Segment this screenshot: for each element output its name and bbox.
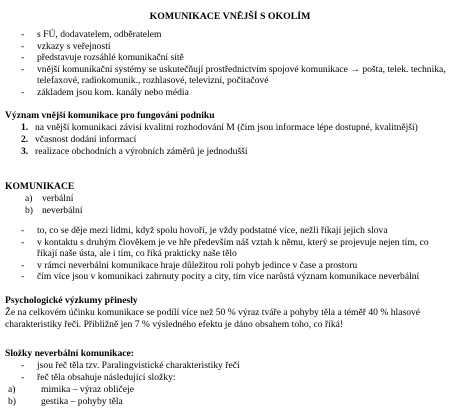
lettered-item-text: verbální <box>42 193 74 204</box>
list-marker: - <box>21 271 25 283</box>
lettered-item <box>25 193 225 205</box>
list-item-text: vnější komunikační systémy se uskutečňují prostřednictvím spojové komunikace → pošta, telek. technika, telefaxové, radiokomunik., rozhlasové, televizní, počítačové <box>37 63 446 87</box>
list-item-text: jsou řeč těla tzv. Paralingvistické charakteristiky řeči <box>37 360 240 371</box>
list-item-text: řeč těla obsahuje následující složky: <box>37 371 176 383</box>
contacts-list <box>21 29 451 99</box>
list-item <box>21 41 451 53</box>
numbered-item <box>21 134 451 146</box>
list-marker: - <box>21 236 25 248</box>
item-number: 2. <box>21 134 29 145</box>
list-marker: - <box>21 63 25 75</box>
list-marker: - <box>21 225 25 236</box>
item-number: 3. <box>21 146 29 157</box>
lettered-item-text: gestika – pohyby těla <box>41 396 123 407</box>
section-heading-komunikace: KOMUNIKACE <box>5 181 75 192</box>
list-item <box>21 87 451 99</box>
lettered-item-text: mimika – výraz obličeje <box>41 384 134 395</box>
list-item-text: představuje rozsáhlé komunikační sítě <box>37 52 184 64</box>
slozky-list <box>21 360 451 383</box>
section-heading-slozky: Složky neverbální komunikace: <box>5 348 134 359</box>
numbered-item <box>21 146 451 158</box>
list-item <box>21 271 451 283</box>
list-item-text: to, co se děje mezi lidmi, když spolu hovoří, je vždy podstatné více, nežli říkají jejich slova <box>37 225 388 236</box>
item-letter: b) <box>8 396 16 407</box>
list-marker: - <box>21 40 25 52</box>
list-item-text: s FÚ, dodavatelem, odběratelem <box>37 29 162 40</box>
list-item <box>21 29 451 41</box>
list-item <box>21 225 451 237</box>
komunikace-types-list <box>25 193 225 217</box>
list-item <box>21 360 451 372</box>
item-number: 1. <box>21 122 29 133</box>
list-item <box>21 237 451 260</box>
lettered-item <box>8 396 308 408</box>
item-letter: a) <box>8 384 16 395</box>
list-marker: - <box>21 52 25 64</box>
section-heading-psych: Psychologické výzkumy přinesly <box>5 295 138 306</box>
numbered-item-text: včasnost dodání informací <box>35 134 137 145</box>
list-item-text: v rámci neverbální komunikace hraje důležitou roli pohyb jedince v čase a prostoru <box>37 259 358 271</box>
list-marker: - <box>21 371 25 383</box>
list-item <box>21 52 451 64</box>
list-item <box>21 260 451 272</box>
section-heading-vyznam: Význam vnější komunikace pro fungování podniku <box>5 110 215 121</box>
list-marker: - <box>21 360 25 371</box>
body-language-components-list <box>8 384 308 408</box>
list-item-text: základem jsou kom. kanály nebo média <box>37 86 189 98</box>
list-item-text: čím více jsou v komunikaci zahrnuty pocity a city, tím více narůstá význam komunikace neverbální <box>37 271 420 283</box>
document-title: KOMUNIKACE VNĚJŠÍ S OKOLÍM <box>149 11 311 22</box>
list-marker: - <box>21 29 25 40</box>
lettered-item-text: neverbální <box>42 205 83 216</box>
numbered-item <box>21 122 451 134</box>
neverbal-notes-list <box>21 225 451 283</box>
list-item <box>21 372 451 384</box>
numbered-list <box>21 122 451 158</box>
numbered-item-text: na vnější komunikaci závisí kvalitní rozhodování M (čím jsou informace lépe dostupné, kvalitnější) <box>35 122 418 133</box>
list-item-text: vzkazy s veřejností <box>37 40 111 52</box>
list-item-text: v kontaktu s druhým člověkem je ve hře především náš vztah k němu, který se projevuje nejen tím, co říkají naše ústa, ale i tím, co říká prakticky naše tělo <box>37 236 429 260</box>
item-letter: b) <box>25 205 33 216</box>
lettered-item <box>25 205 225 217</box>
item-letter: a) <box>25 193 33 204</box>
lettered-item <box>8 384 308 396</box>
list-marker: - <box>21 86 25 98</box>
numbered-item-text: realizace obchodních a výrobních záměrů je jednodušší <box>35 146 248 157</box>
psych-paragraph: Že na celkovém účinku komunikace se podílí více než 50 % výraz tváře a pohyby těla a téměř 40 % hlasové charakteristiky řeči. Přibližně jen 7 % výsledného efektu je dáno obsahem toho, co říká! <box>5 307 421 330</box>
list-item <box>21 64 451 87</box>
list-marker: - <box>21 259 25 271</box>
